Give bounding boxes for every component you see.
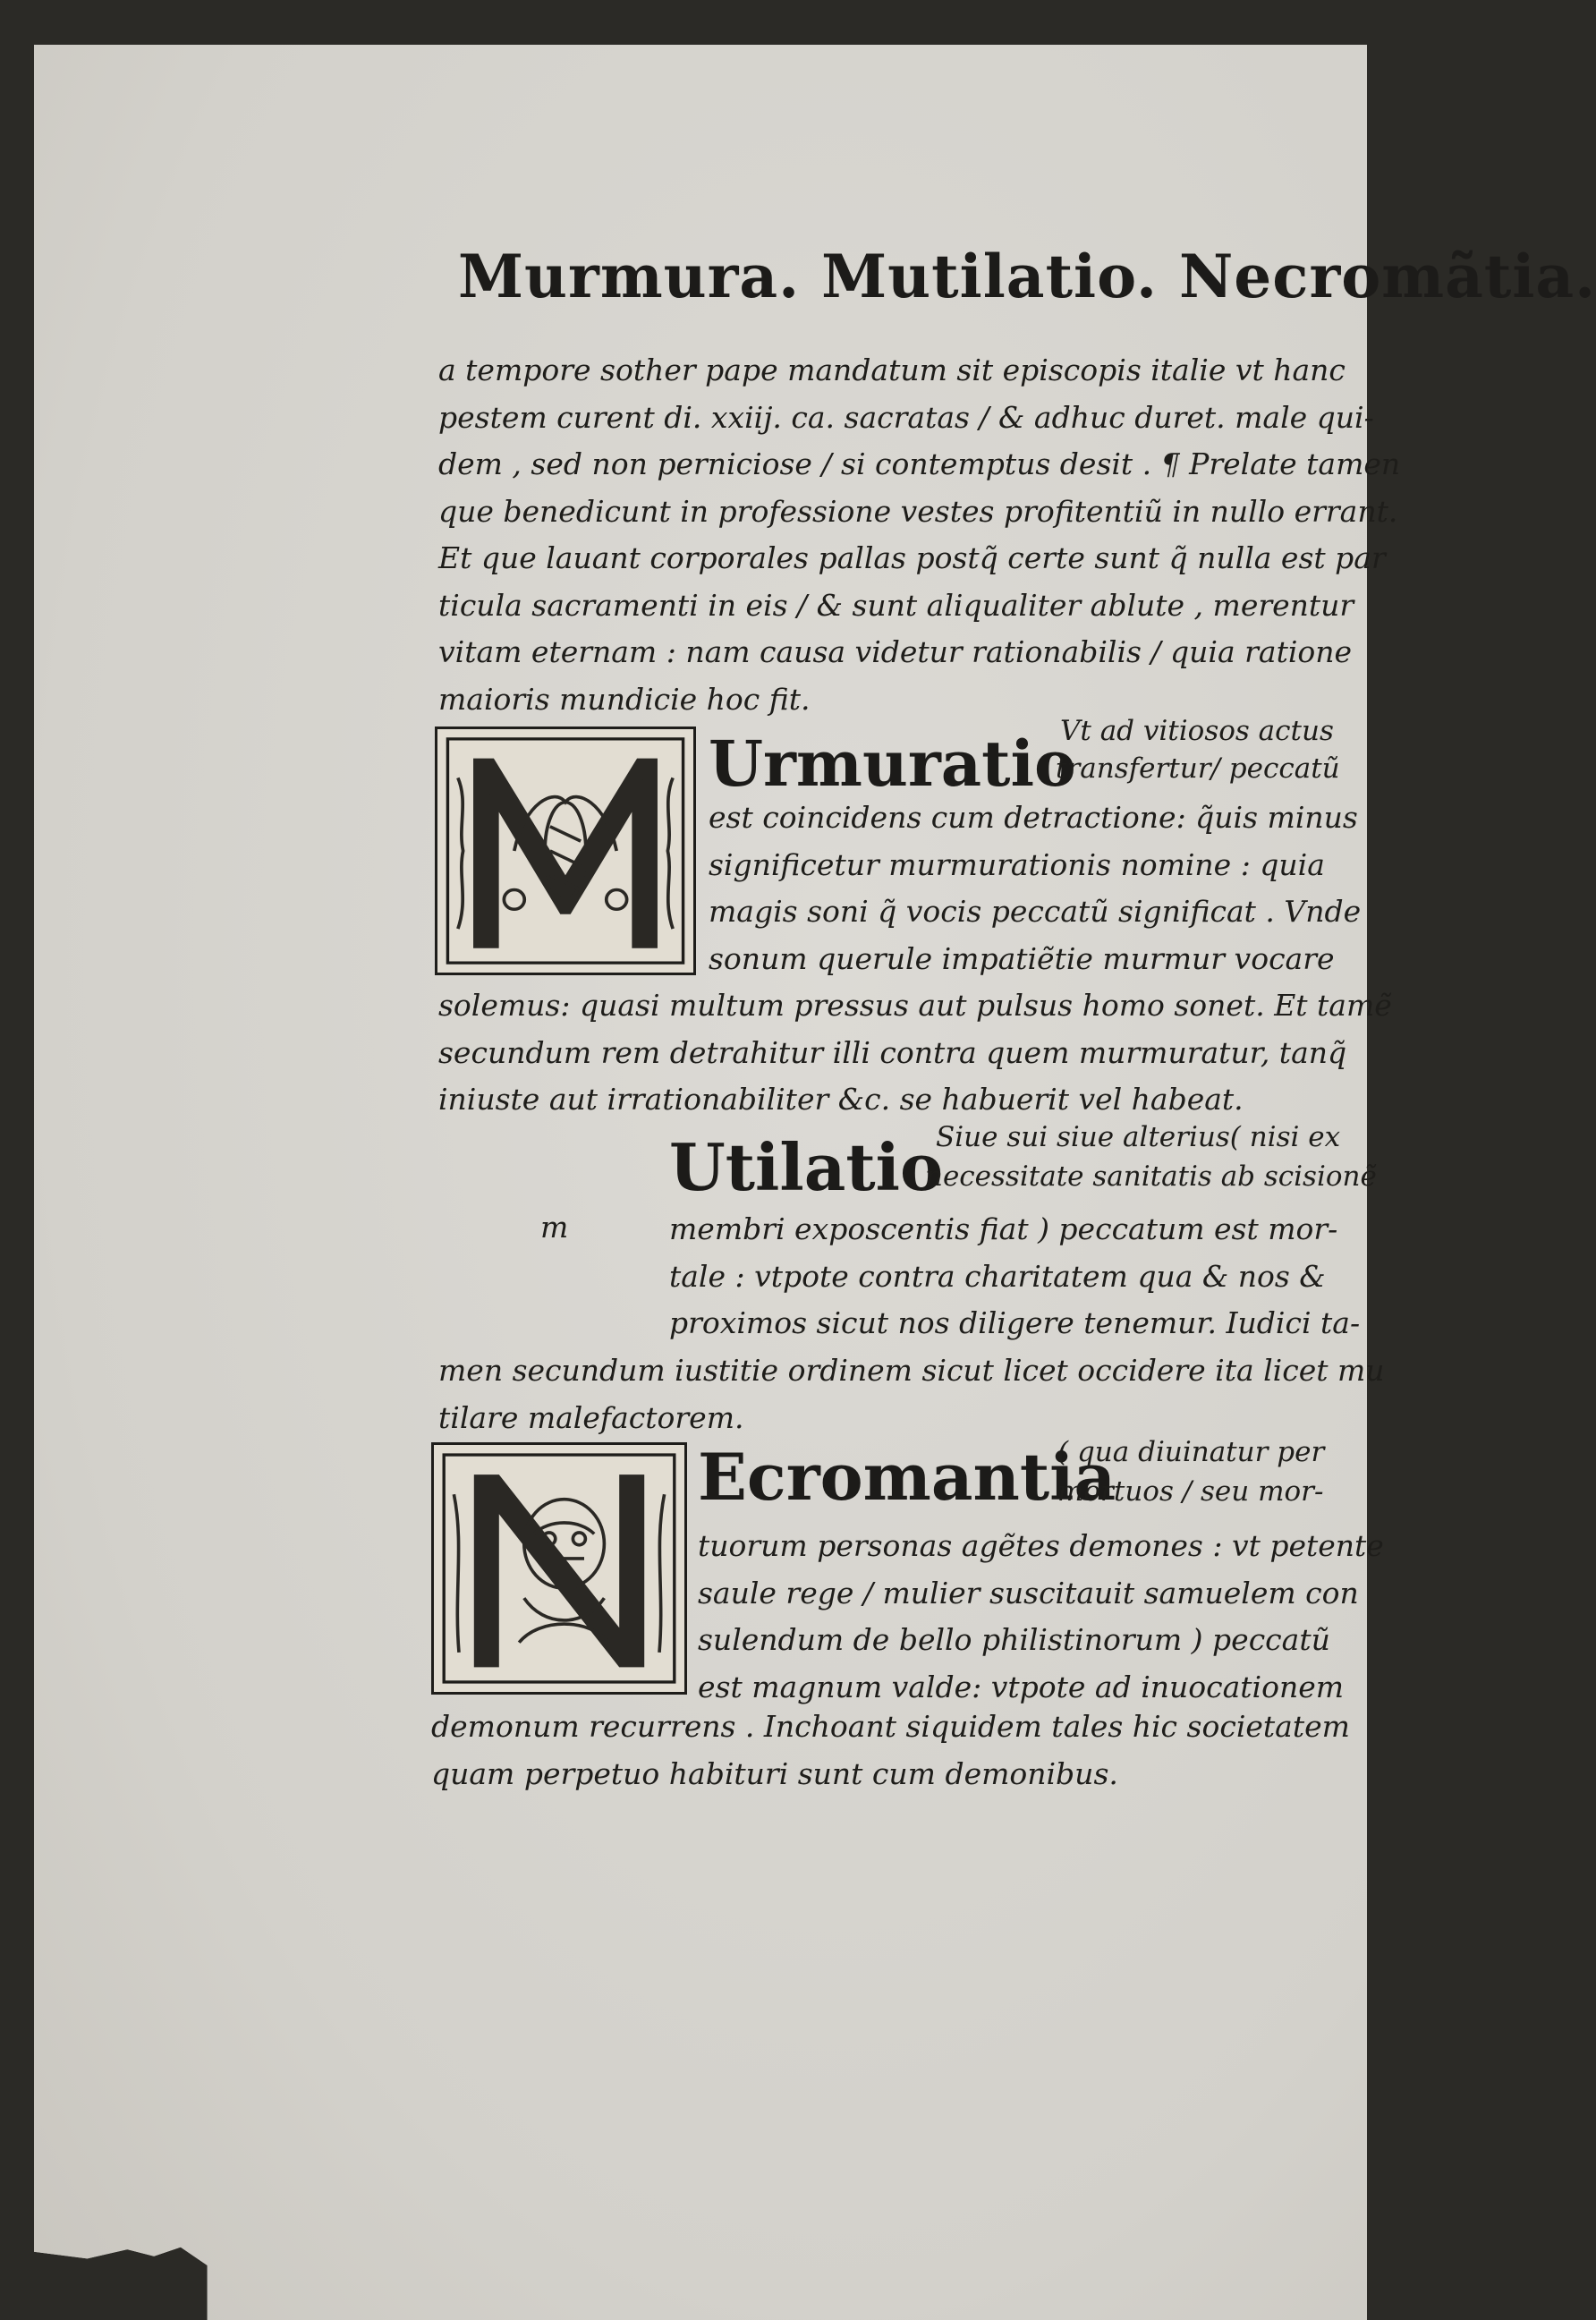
text-line: maioris mundicie hoc fit. [438,681,811,717]
text-line: est coincidens cum detractione: q̃uis minus [709,800,1358,835]
text-line: Et que lauant corporales pallas postq̃ certe sunt q̃ nulla est par [438,540,1386,575]
section-heading-murmuratio: Urmuratio [709,727,1076,801]
text-line: proximos sicut nos diligere tenemur. Iudici ta- [669,1305,1361,1340]
text-line: pestem curent di. xxiij. ca. sacratas / & adhuc duret. male qui- [438,399,1374,435]
section-heading-necromantia: Ecromantia [698,1439,1116,1515]
text-line: membri exposcentis fiat ) peccatum est mor- [669,1211,1338,1246]
text-line: a tempore sother pape mandatum sit episcopis italie vt hanc [438,353,1346,387]
text-line: vitam eternam : nam causa videtur rationabilis / quia ratione [438,634,1353,669]
mutilatio-indented-lines [669,1206,1361,1347]
text-line: que benedicunt in professione vestes profitentiũ in nullo errant. [438,493,1398,529]
murmuratio-indented-lines [709,795,1362,982]
murmuratio-full-lines [438,982,1392,1124]
heading-side-line: Vt ad vitiosos actus [1060,715,1334,747]
running-header: Murmura. Mutilatio. Necromãtia. [458,242,1596,311]
text-line: significetur murmurationis nomine : quia [709,846,1325,882]
text-line: tuorum personas agẽtes demones : vt petente [698,1528,1384,1563]
necromantia-full-lines [431,1704,1353,1797]
heading-side-line: necessitate sanitatis ab scisionẽ [925,1160,1377,1193]
text-line: secundum rem detrahitur illi contra quem murmuratur, tanq̃ [438,1034,1347,1070]
text-line: tale : vtpote contra charitatem qua & nos & [669,1258,1326,1294]
text-line: men secundum iustitie ordinem sicut licet occidere ita licet mu [438,1353,1385,1388]
text-line: solemus: quasi multum pressus aut pulsus homo sonet. Et tamẽ [438,988,1392,1023]
decorated-initial-M-icon [435,727,696,975]
guide-letter-m: m [540,1210,569,1245]
text-line: saule rege / mulier suscitauit samuelem con [698,1575,1359,1610]
text-line: sulendum de bello philistinorum ) peccatũ [698,1622,1330,1657]
text-line: magis soni q̃ vocis peccatũ significat . Vnde [709,894,1362,929]
text-line: demonum recurrens . Inchoant siquidem tales hic societatem [431,1709,1350,1744]
intro-paragraph [438,347,1401,723]
text-line: est magnum valde: vtpote ad inuocationem [698,1669,1345,1704]
heading-side-line: Siue sui siue alterius( nisi ex [936,1121,1341,1153]
text-line: iniuste aut irrationabiliter &c. se habuerit vel habeat. [438,1082,1244,1117]
faded-page-number [428,170,463,242]
text-line: ticula sacramenti in eis / & sunt aliqualiter ablute , merentur [438,587,1354,623]
heading-side-line: mortuos / seu mor- [1057,1475,1324,1508]
heading-side-line: transfertur/ peccatũ [1056,752,1340,785]
decorated-initial-N-icon [431,1442,687,1695]
section-heading-mutilatio: Utilatio [669,1129,944,1205]
text-line: sonum querule impatiẽtie murmur vocare [709,940,1335,976]
heading-side-line: ( qua diuinatur per [1057,1436,1325,1468]
text-line: quam perpetuo habituri sunt cum demonibus. [431,1755,1118,1791]
text-line: dem , sed non perniciose / si contemptus desit . ¶ Prelate tamen [438,446,1401,481]
mutilatio-full-lines [438,1347,1385,1441]
text-line: tilare malefactorem. [438,1399,744,1435]
necromantia-indented-lines [698,1523,1384,1711]
